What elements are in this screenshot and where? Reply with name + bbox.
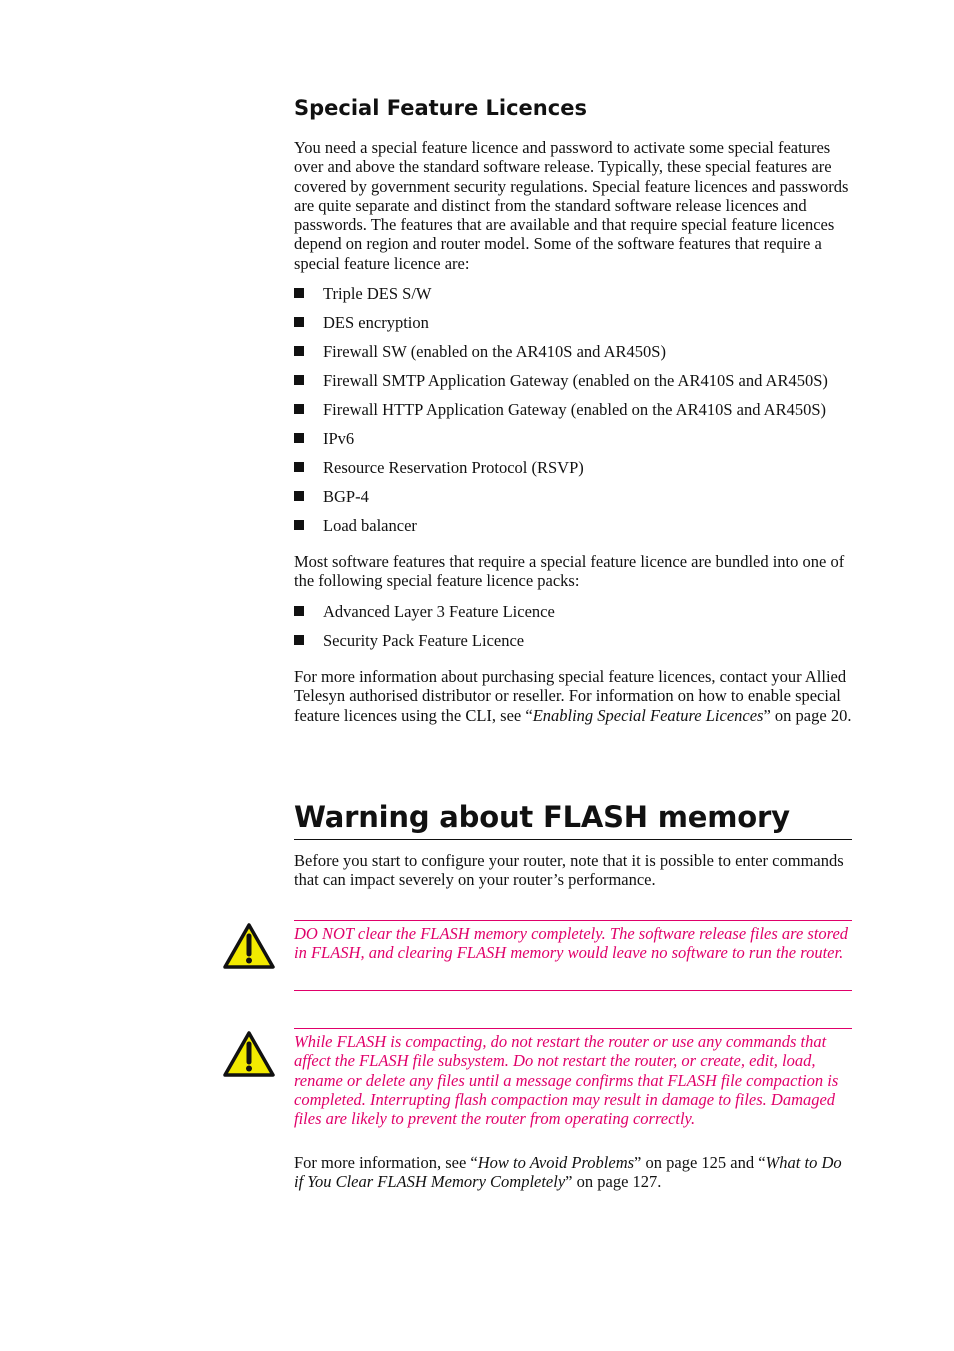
cross-reference-link[interactable]: Enabling Special Feature Licences	[532, 705, 764, 725]
list-item: DES encryption	[294, 313, 874, 342]
bundles-paragraph: Most software features that require a special feature licence are bundled into one of the following special feature licence packs:	[294, 552, 845, 591]
square-bullet-icon	[294, 404, 304, 414]
list-item: Security Pack Feature Licence	[294, 631, 874, 660]
bundles-paragraph-container	[294, 552, 852, 591]
intro-paragraph-container	[294, 138, 852, 273]
list-item: Firewall HTTP Application Gateway (enabled on the AR410S and AR450S)	[294, 400, 874, 429]
square-bullet-icon	[294, 288, 304, 298]
flash-intro-paragraph: Before you start to configure your router, note that it is possible to enter commands that can impact severely on your router’s performance.	[294, 851, 844, 890]
pack-list	[294, 602, 874, 660]
cross-reference-link[interactable]: What to Do if You Clear FLASH Memory Completely	[294, 1153, 842, 1192]
square-bullet-icon	[294, 520, 304, 530]
square-bullet-icon	[294, 491, 304, 501]
feature-list	[294, 284, 874, 545]
square-bullet-icon	[294, 346, 304, 356]
section-title-warning-flash: Warning about FLASH memory	[294, 800, 790, 834]
flash-intro-container	[294, 851, 852, 890]
warning-top-rule	[294, 1028, 852, 1029]
intro-paragraph: You need a special feature licence and password to activate some special features over and above the standard software release. Typically, these special features are covered by government security regulations. Special feature licences and passwords are quite separate and distinct from the standard software release licences and passwords. The features that are available and that require special feature licences depend on region and router model. Some of the software features that require a special feature licence are:	[294, 138, 849, 273]
list-item: IPv6	[294, 429, 874, 458]
heading-rule	[294, 839, 852, 840]
more-info-container	[294, 667, 852, 725]
list-item: BGP-4	[294, 487, 874, 516]
warning-triangle-icon	[222, 922, 276, 970]
list-item: Advanced Layer 3 Feature Licence	[294, 602, 874, 631]
warning-text-flash-compacting: While FLASH is compacting, do not restart the router or use any commands that affect the FLASH file subsystem. Do not restart the router, or create, edit, load, rename or delete any files until a message confirms that FLASH file compaction is completed. Interrupting flash compaction may result in damage to files. Damaged files are likely to prevent the router from operating correctly.	[294, 1032, 839, 1129]
footer-info-paragraph: For more information, see “How to Avoid Problems” on page 125 and “What to Do if You Clear FLASH Memory Completely” on page 127.	[294, 1153, 842, 1192]
square-bullet-icon	[294, 433, 304, 443]
list-item: Load balancer	[294, 516, 874, 545]
list-item: Firewall SMTP Application Gateway (enabled on the AR410S and AR450S)	[294, 371, 874, 400]
square-bullet-icon	[294, 606, 304, 616]
warning-text-clear-flash: DO NOT clear the FLASH memory completely. The software release files are stored in FLASH, and clearing FLASH memory would leave no software to run the router.	[294, 924, 849, 963]
footer-info-container	[294, 1153, 852, 1192]
square-bullet-icon	[294, 635, 304, 645]
warning-bottom-rule	[294, 990, 852, 991]
list-item: Resource Reservation Protocol (RSVP)	[294, 458, 874, 487]
list-item: Firewall SW (enabled on the AR410S and AR450S)	[294, 342, 874, 371]
square-bullet-icon	[294, 375, 304, 385]
warning-triangle-icon	[222, 1030, 276, 1078]
cross-reference-link[interactable]: How to Avoid Problems	[477, 1153, 635, 1172]
section-title-special-feature-licences: Special Feature Licences	[294, 96, 587, 120]
more-info-paragraph: For more information about purchasing special feature licences, contact your Allied Telesyn authorised distributor or reseller. For information on how to enable special feature licences using the CLI, see “Enabling Special Feature Licences” on page 20.	[294, 667, 852, 725]
square-bullet-icon	[294, 317, 304, 327]
warning-top-rule	[294, 920, 852, 921]
square-bullet-icon	[294, 462, 304, 472]
list-item: Triple DES S/W	[294, 284, 874, 313]
